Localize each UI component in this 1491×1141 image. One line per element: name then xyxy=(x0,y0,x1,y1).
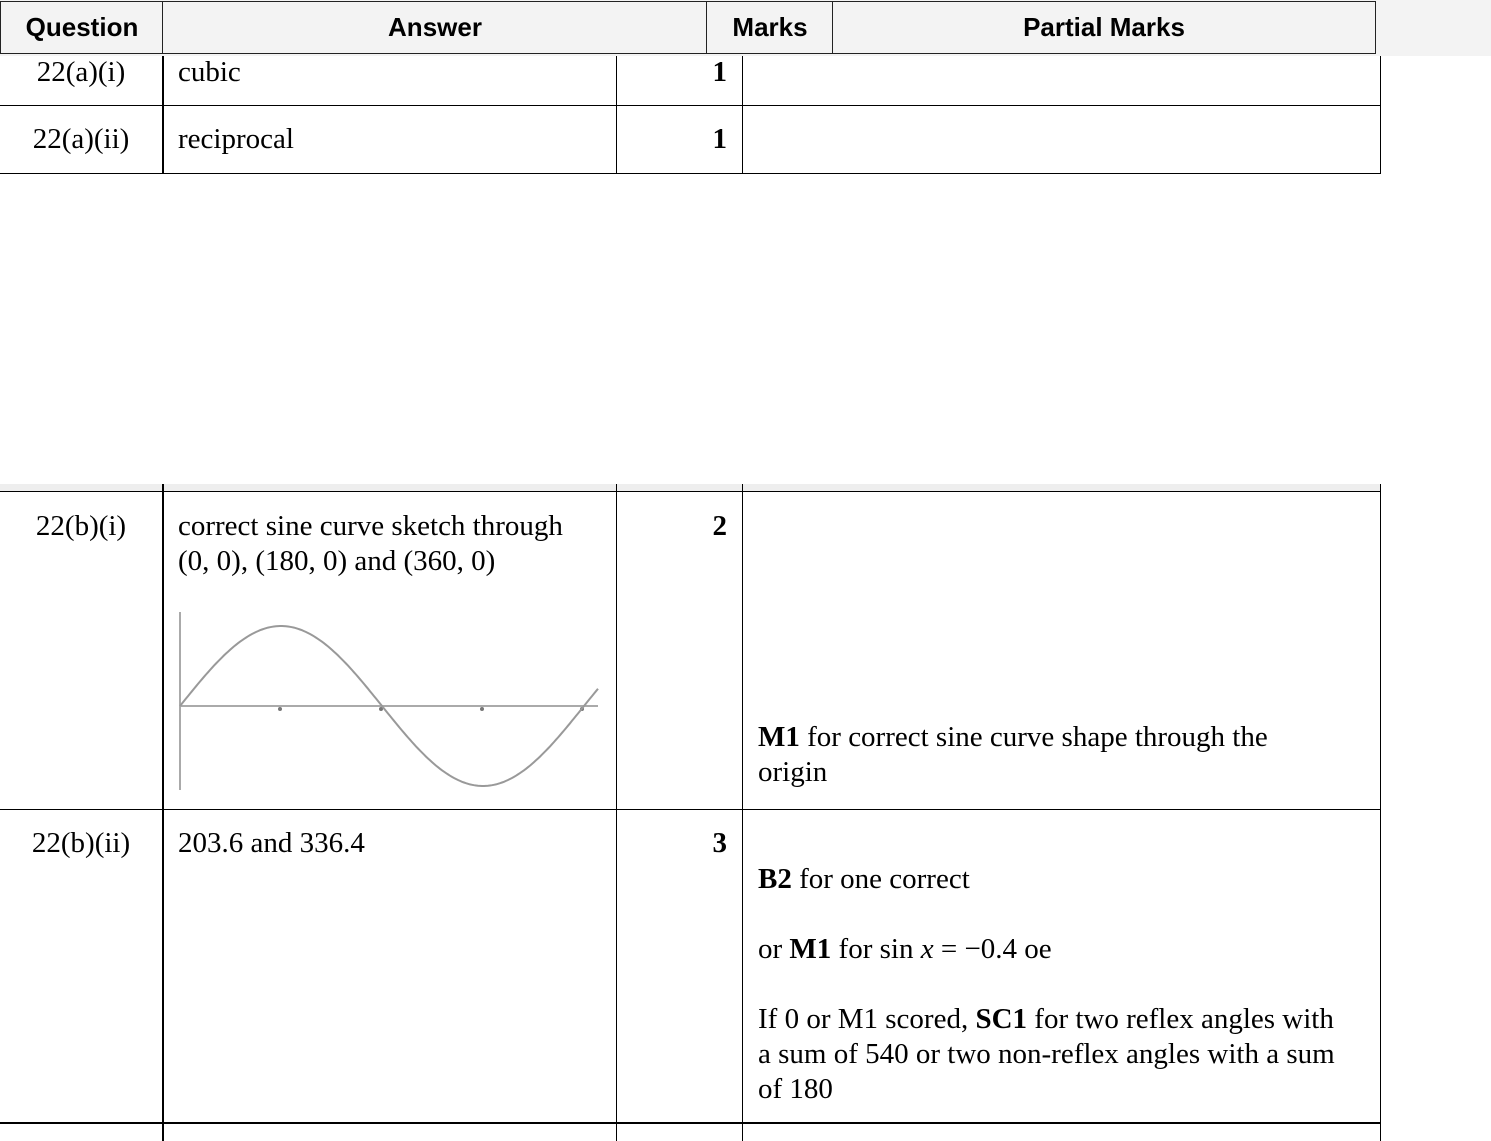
tick-mark xyxy=(480,707,484,711)
partial-text: If 0 or M1 scored, xyxy=(758,1003,976,1035)
partial-marks-text xyxy=(758,1002,1334,1037)
partial-text: for sin xyxy=(831,933,921,965)
mark-code: SC1 xyxy=(975,1003,1028,1035)
divider xyxy=(0,1122,1381,1124)
answer-text: cubic xyxy=(178,56,241,88)
partial-text: for two reflex angles with xyxy=(1027,1003,1334,1035)
partial-marks-text xyxy=(758,862,970,897)
divider xyxy=(162,56,164,174)
partial-marks-text: of 180 xyxy=(758,1073,833,1105)
divider xyxy=(0,491,1381,492)
answer-text: correct sine curve sketch through xyxy=(178,510,563,542)
question-number: 22(b)(i) xyxy=(35,510,127,542)
divider xyxy=(0,105,1381,106)
question-number: 22(a)(i) xyxy=(36,56,126,88)
header-answer: Answer xyxy=(162,1,708,54)
divider xyxy=(1380,484,1381,1141)
partial-text: for one correct xyxy=(791,863,970,895)
partial-marks-text: origin xyxy=(758,756,828,788)
question-number: 22(b)(ii) xyxy=(31,827,131,859)
partial-marks-text xyxy=(758,720,1268,755)
variable: x xyxy=(920,933,934,965)
divider xyxy=(742,56,743,174)
divider xyxy=(0,809,1381,810)
table-header xyxy=(0,0,1491,56)
answer-text: reciprocal xyxy=(178,123,294,155)
marks-value: 2 xyxy=(712,510,727,542)
divider xyxy=(162,484,164,1141)
answer-text: (0, 0), (180, 0) and (360, 0) xyxy=(178,545,496,577)
mark-code: B2 xyxy=(758,863,792,895)
page-break-band xyxy=(0,484,1380,491)
divider xyxy=(0,173,1381,174)
mark-code: M1 xyxy=(789,933,832,965)
partial-text: = −0.4 oe xyxy=(933,933,1052,965)
partial-marks-text: a sum of 540 or two non-reflex angles with a sum xyxy=(758,1038,1335,1070)
divider xyxy=(616,56,617,174)
question-number: 22(a)(ii) xyxy=(32,123,130,155)
answer-text: 203.6 and 336.4 xyxy=(178,827,365,859)
sine-curve-sketch xyxy=(172,608,602,794)
partial-marks-text xyxy=(758,932,1052,967)
marks-value: 1 xyxy=(712,56,727,88)
mark-code: M1 xyxy=(758,721,800,753)
divider xyxy=(742,484,743,1141)
marks-value: 1 xyxy=(712,123,727,155)
tick-mark xyxy=(278,707,282,711)
divider xyxy=(616,484,617,1141)
partial-text: or xyxy=(758,933,790,965)
marks-value: 3 xyxy=(712,827,727,859)
header-question: Question xyxy=(0,1,164,54)
partial-text: for correct sine curve shape through the xyxy=(799,721,1268,753)
divider xyxy=(1380,56,1381,174)
header-partial-marks: Partial Marks xyxy=(832,1,1376,54)
header-marks: Marks xyxy=(706,1,834,54)
